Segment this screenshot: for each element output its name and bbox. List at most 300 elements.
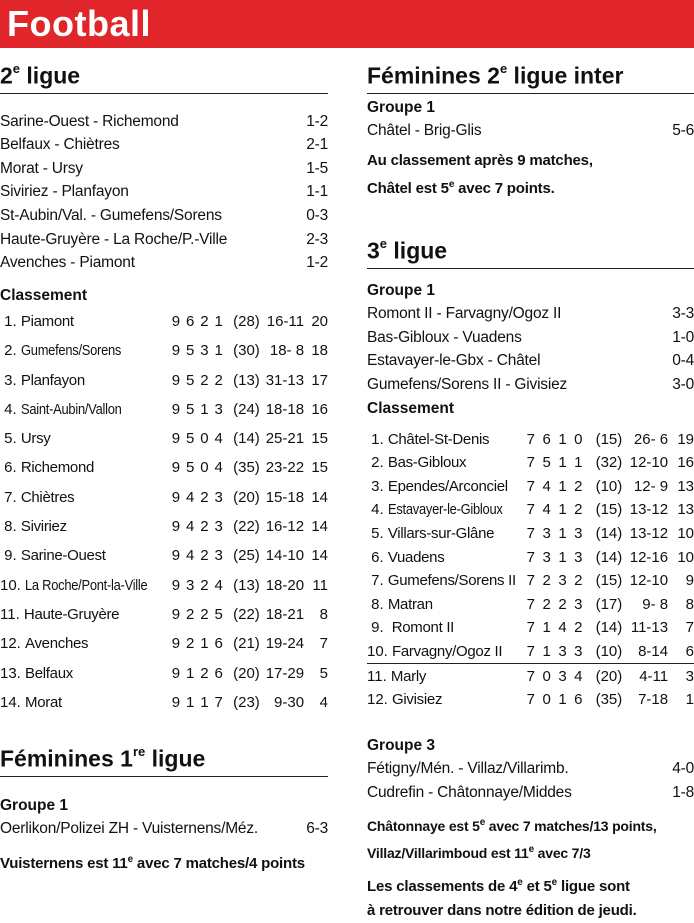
stat-w: 5 [186, 371, 195, 389]
match-name: St-Aubin/Val. - Gumefens/Sorens [0, 207, 222, 225]
standings-row [0, 395, 328, 424]
stat-pen: (32) [595, 454, 623, 472]
match-name: Romont II - Farvagny/Ogoz II [367, 304, 562, 322]
stat-d: 2 [200, 518, 209, 536]
standings-row [0, 600, 328, 629]
standings-row [367, 569, 694, 593]
stat-goals: 13-12 [629, 524, 669, 542]
stat-pen: (14) [595, 524, 623, 542]
match-score: 3-0 [672, 375, 694, 393]
stat-w: 0 [542, 667, 551, 685]
stat-w: 4 [186, 547, 195, 565]
stat-pen: (21) [233, 635, 260, 653]
team-name: Belfaux [25, 664, 73, 682]
stat-l: 2 [574, 477, 583, 495]
group-title-3e-g1: Groupe 1 [367, 281, 436, 299]
results-list-2e-ligue [0, 110, 328, 275]
standings-row [0, 658, 328, 687]
stat-p: 7 [526, 619, 535, 637]
stat-goals: 14-10 [265, 547, 305, 565]
match-name: Sarine-Ouest - Richemond [0, 112, 179, 130]
match-score: 1-8 [672, 784, 694, 801]
match-name: Avenches - Piamont [0, 254, 135, 272]
team-cell [0, 600, 167, 629]
rank: 11. [367, 667, 387, 685]
stat-pts: 8 [685, 595, 694, 613]
stat-l: 2 [574, 501, 583, 519]
standings-row [0, 483, 328, 512]
stat-pts: 8 [319, 605, 328, 623]
stat-goals: 25-21 [265, 430, 305, 448]
stat-pts: 17 [311, 371, 328, 389]
stat-p: 9 [171, 605, 181, 623]
team-cell [367, 616, 521, 640]
note-fem1: Vuisternens est 11e avec 7 matches/4 points [0, 854, 305, 873]
standings-row [367, 664, 694, 688]
rank: 11. [0, 605, 20, 623]
team-cell [367, 664, 521, 688]
team-cell [367, 592, 521, 616]
rank: 8. [0, 518, 17, 536]
heading-2e-ligue: 2e ligue [0, 56, 328, 94]
stat-pts: 18 [311, 342, 328, 360]
group-title-fem2: Groupe 1 [367, 98, 436, 116]
stat-pts: 19 [677, 430, 694, 448]
rank: 4. [367, 501, 384, 519]
stat-d: 1 [200, 635, 209, 653]
match-name: Gumefens/Sorens II - Givisiez [367, 375, 568, 393]
banner-title: Football [7, 3, 151, 44]
stat-goals: 18-20 [265, 576, 305, 594]
team-name: Givisiez [392, 691, 443, 709]
stat-pen: (14) [595, 619, 623, 637]
team-name: Marly [390, 667, 427, 685]
team-name: Piamont [20, 312, 74, 330]
stat-d: 2 [200, 488, 209, 506]
stat-goals: 31-13 [265, 371, 305, 389]
standings-row [367, 427, 694, 451]
stat-p: 9 [171, 635, 181, 653]
team-cell [0, 541, 167, 570]
stat-l: 6 [214, 635, 223, 653]
stat-pen: (14) [233, 430, 260, 448]
standings-row [0, 336, 328, 365]
stat-d: 2 [200, 664, 209, 682]
stat-l: 5 [214, 605, 223, 623]
stat-goals: 23-22 [265, 459, 305, 477]
stat-d: 2 [200, 547, 209, 565]
match-name: Estavayer-le-Gbx - Châtel [367, 352, 541, 370]
result-row [0, 228, 328, 252]
standings-row [0, 688, 328, 717]
group-title-3e-g3: Groupe 3 [367, 737, 436, 755]
stat-w: 6 [542, 430, 551, 448]
stat-d: 1 [558, 477, 567, 495]
stat-p: 7 [526, 667, 535, 685]
team-cell [367, 569, 521, 593]
match-score: 2-3 [306, 230, 328, 248]
stat-pts: 14 [311, 518, 328, 536]
stat-d: 1 [558, 430, 567, 448]
stat-d: 1 [558, 454, 567, 472]
result-row [0, 157, 328, 181]
stat-pen: (14) [595, 548, 623, 566]
standings-table-2e-ligue [0, 307, 328, 717]
match-name: Châtel - Brig-Glis [367, 121, 482, 139]
stat-w: 5 [186, 342, 195, 360]
heading-3e-ligue: 3e ligue [367, 231, 694, 269]
stat-l: 7 [214, 693, 223, 711]
group-title-fem1: Groupe 1 [0, 796, 69, 814]
stat-w: 4 [186, 518, 195, 536]
heading-feminines-1re-ligue: Féminines 1re ligue [0, 739, 328, 777]
standings-title-2e-ligue: Classement [0, 286, 88, 304]
team-name: Saint-Aubin/Vallon [20, 400, 122, 418]
rank: 9. [367, 619, 384, 637]
standings-row [0, 453, 328, 482]
standings-title-3e-g1: Classement [367, 400, 455, 418]
standings-table-3e-g1 [367, 427, 694, 711]
stat-pts: 15 [311, 459, 328, 477]
stat-pts: 5 [319, 664, 328, 682]
team-name: Richemond [20, 459, 95, 477]
rank: 13. [0, 664, 21, 682]
stat-w: 3 [542, 524, 551, 542]
match-name: Bas-Gibloux - Vuadens [367, 328, 522, 346]
stat-pen: (17) [595, 595, 623, 613]
stat-pen: (22) [233, 518, 260, 536]
stat-d: 2 [200, 605, 209, 623]
stat-l: 3 [214, 400, 223, 418]
stat-goals: 12-10 [629, 572, 669, 590]
stat-pts: 4 [319, 693, 328, 711]
rank: 4. [0, 400, 17, 418]
team-name: Sarine-Ouest [20, 547, 106, 565]
stat-w: 1 [542, 619, 551, 637]
standings-row [367, 451, 694, 475]
stat-w: 5 [186, 430, 195, 448]
stat-goals: 7-18 [638, 691, 669, 709]
stat-p: 9 [171, 547, 181, 565]
right-column [367, 56, 694, 923]
team-cell [0, 688, 167, 717]
stat-pen: (23) [233, 693, 260, 711]
stat-goals: 18-18 [265, 400, 305, 418]
standings-row [367, 498, 694, 522]
team-cell [0, 395, 167, 424]
note-3e-g3-line2: Villaz/Villarimboud est 11e avec 7/3 [367, 843, 591, 861]
standings-row [0, 365, 328, 394]
team-cell [367, 522, 521, 546]
team-name: Châtel-St-Denis [387, 430, 490, 448]
team-cell [0, 307, 167, 336]
stat-l: 3 [567, 640, 583, 664]
stat-goals: 16-11 [266, 312, 305, 330]
stat-pts: 7 [319, 635, 328, 653]
team-cell [0, 453, 167, 482]
team-name: Siviriez [20, 518, 67, 536]
stat-p: 9 [171, 576, 181, 594]
stat-d: 1 [200, 693, 209, 711]
result-row [0, 110, 328, 134]
team-cell [0, 336, 167, 365]
stat-w: 6 [186, 312, 195, 330]
team-name: Matran [387, 595, 433, 613]
stat-pts: 10 [677, 548, 694, 566]
team-cell [367, 474, 521, 498]
stat-w: 1 [535, 640, 551, 664]
team-cell [0, 629, 167, 658]
rank: 6. [0, 459, 17, 477]
match-score: 0-4 [672, 352, 694, 370]
result-row [367, 119, 694, 143]
result-row [367, 302, 694, 326]
stat-l: 3 [574, 524, 583, 542]
team-name: Gumefens/Sorens [20, 342, 121, 360]
rank: 7. [0, 488, 17, 506]
result-row [0, 817, 328, 841]
match-score: 6-3 [306, 819, 328, 837]
standings-row [367, 616, 694, 640]
stat-goals: 9- 8 [642, 595, 669, 613]
standings-row [367, 522, 694, 546]
match-name: Fétigny/Mén. - Villaz/Villarimb. [367, 760, 569, 778]
stat-pen: (35) [595, 691, 623, 709]
result-row [367, 373, 694, 397]
team-name: Gumefens/Sorens II [387, 572, 516, 590]
rank: 6. [367, 548, 384, 566]
stat-d: 2 [200, 576, 209, 594]
team-cell [0, 483, 167, 512]
team-name: Bas-Gibloux [387, 454, 467, 472]
stat-w: 2 [186, 635, 195, 653]
stat-w: 2 [542, 595, 551, 613]
rank: 9. [0, 547, 17, 565]
stat-p: 9 [171, 518, 181, 536]
standings-row [367, 592, 694, 616]
stat-pen: (20) [233, 664, 260, 682]
stat-d: 1 [558, 524, 567, 542]
match-score: 1-5 [306, 159, 328, 177]
stat-l: 1 [214, 342, 223, 360]
stat-l: 4 [574, 667, 583, 685]
stat-l: 3 [574, 548, 583, 566]
stat-d: 2 [200, 371, 209, 389]
team-name: Ependes/Arconciel [387, 477, 508, 495]
stat-d: 3 [551, 640, 567, 664]
stat-p: 7 [526, 524, 535, 542]
stat-pts: 20 [311, 312, 328, 330]
stat-p: 7 [526, 595, 535, 613]
rank: 10. [367, 642, 388, 660]
stat-pen: (13) [233, 371, 260, 389]
stat-w: 3 [186, 576, 195, 594]
stat-pen: (15) [595, 430, 623, 448]
standings-row [0, 424, 328, 453]
stat-l: 1 [214, 312, 223, 330]
team-cell [367, 451, 521, 475]
stat-p: 9 [171, 488, 181, 506]
stat-goals: 12-10 [629, 454, 669, 472]
note-fem2-line1: Au classement après 9 matches, [367, 152, 593, 170]
results-list-3e-g1 [367, 302, 694, 396]
rank: 5. [0, 430, 17, 448]
stat-l: 2 [214, 371, 223, 389]
standings-row [367, 474, 694, 498]
team-name: Farvagny/Ogoz II [392, 642, 503, 660]
stat-l: 4 [214, 459, 223, 477]
stat-w: 1 [186, 693, 195, 711]
match-score: 1-2 [306, 254, 328, 272]
stat-w: 2 [542, 572, 551, 590]
final-note-line2: à retrouver dans notre édition de jeudi. [367, 901, 637, 919]
result-row [367, 349, 694, 373]
stat-p: 9 [171, 664, 181, 682]
stat-p: 9 [171, 371, 181, 389]
stat-w: 3 [542, 548, 551, 566]
stat-p: 9 [171, 693, 181, 711]
stat-goals: 9-30 [274, 693, 305, 711]
stat-p: 7 [526, 548, 535, 566]
stat-goals: 26- 6 [633, 430, 669, 448]
stat-pts: 15 [311, 430, 328, 448]
stat-w: 5 [186, 400, 195, 418]
match-name: Haute-Gruyère - La Roche/P.-Ville [0, 230, 228, 248]
match-score: 3-3 [672, 304, 694, 322]
standings-row [0, 307, 328, 336]
team-name: Haute-Gruyère [23, 605, 120, 623]
rank: 2. [0, 342, 17, 360]
stat-pen: (10) [595, 477, 623, 495]
team-name: Estavayer-le-Gibloux [387, 501, 503, 519]
stat-pts: 6 [668, 640, 694, 664]
stat-l: 3 [214, 547, 223, 565]
stat-d: 3 [200, 342, 209, 360]
result-row [367, 781, 694, 805]
team-name: Villars-sur-Glâne [387, 524, 495, 542]
stat-p: 9 [171, 312, 181, 330]
stat-goals: 4-11 [639, 667, 669, 685]
stat-p: 7 [526, 691, 535, 709]
stat-goals: 17-29 [265, 664, 305, 682]
team-name: La Roche/Pont-la-Ville [25, 576, 148, 594]
team-cell [0, 424, 167, 453]
rank: 3. [367, 477, 384, 495]
stat-pts: 13 [677, 477, 694, 495]
stat-d: 2 [200, 312, 209, 330]
stat-pts: 9 [685, 572, 694, 590]
result-row [0, 133, 328, 157]
team-cell [0, 365, 167, 394]
stat-p: 7 [526, 430, 535, 448]
stat-goals: 12-16 [629, 548, 669, 566]
team-name: Vuadens [387, 548, 445, 566]
stat-pts: 13 [677, 501, 694, 519]
stat-p: 7 [526, 477, 535, 495]
stat-pts: 3 [685, 667, 694, 685]
stat-pts: 14 [311, 488, 328, 506]
stat-l: 0 [574, 430, 583, 448]
stat-l: 6 [574, 691, 583, 709]
team-cell [367, 545, 521, 569]
match-name: Oerlikon/Polizei ZH - Vuisternens/Méz. [0, 819, 258, 837]
stat-l: 4 [214, 430, 223, 448]
stat-pts: 10 [677, 524, 694, 542]
results-list-3e-g3 [367, 757, 694, 804]
team-name: Chiètres [20, 488, 75, 506]
match-score: 1-2 [306, 112, 328, 130]
stat-w: 0 [542, 691, 551, 709]
stat-pen: (25) [233, 547, 260, 565]
standings-row [0, 512, 328, 541]
stat-w: 4 [542, 477, 551, 495]
stat-l: 1 [574, 454, 583, 472]
match-name: Siviriez - Planfayon [0, 183, 129, 201]
match-score: 0-3 [306, 207, 328, 225]
match-score: 2-1 [306, 136, 328, 154]
heading-feminines-2e-ligue-inter: Féminines 2e ligue inter [367, 56, 694, 94]
result-row [367, 757, 694, 781]
team-cell [0, 658, 167, 687]
match-score: 1-1 [306, 183, 328, 201]
stat-w: 2 [186, 605, 195, 623]
match-score: 5-6 [672, 121, 694, 139]
stat-pen: (10) [583, 640, 623, 664]
stat-p: 9 [171, 459, 181, 477]
team-name: Ursy [20, 430, 51, 448]
team-cell [367, 688, 521, 712]
stat-pen: (13) [233, 576, 260, 594]
stat-pts: 16 [311, 400, 328, 418]
team-name: Romont II [387, 619, 455, 637]
rank: 12. [367, 691, 388, 709]
standings-row [367, 640, 694, 664]
team-cell [0, 570, 167, 599]
match-name: Cudrefin - Châtonnaye/Middes [367, 784, 572, 801]
result-row [367, 326, 694, 350]
stat-pen: (20) [595, 667, 623, 685]
stat-d: 2 [558, 595, 567, 613]
stat-l: 6 [214, 664, 223, 682]
stat-l: 4 [214, 576, 223, 594]
result-row [0, 251, 328, 275]
stat-d: 1 [558, 548, 567, 566]
stat-d: 3 [558, 572, 567, 590]
note-fem2-line2: Châtel est 5e avec 7 points. [367, 179, 555, 198]
stat-goals: 16-12 [265, 518, 305, 536]
team-name: Avenches [25, 635, 89, 653]
standings-row [367, 545, 694, 569]
stat-l: 3 [214, 518, 223, 536]
stat-d: 0 [200, 459, 209, 477]
section-banner [0, 0, 694, 48]
stat-w: 5 [186, 459, 195, 477]
rank: 1. [367, 430, 384, 448]
team-cell [367, 498, 521, 522]
stat-w: 4 [542, 501, 551, 519]
stat-pts: 14 [311, 547, 328, 565]
match-name: Morat - Ursy [0, 159, 83, 177]
stat-d: 4 [558, 619, 567, 637]
stat-pen: (15) [595, 501, 623, 519]
team-cell [367, 427, 521, 451]
stat-l: 3 [574, 595, 583, 613]
stat-l: 3 [214, 488, 223, 506]
stat-l: 2 [574, 572, 583, 590]
stat-l: 2 [574, 619, 583, 637]
stat-w: 4 [186, 488, 195, 506]
standings-row [367, 688, 694, 712]
